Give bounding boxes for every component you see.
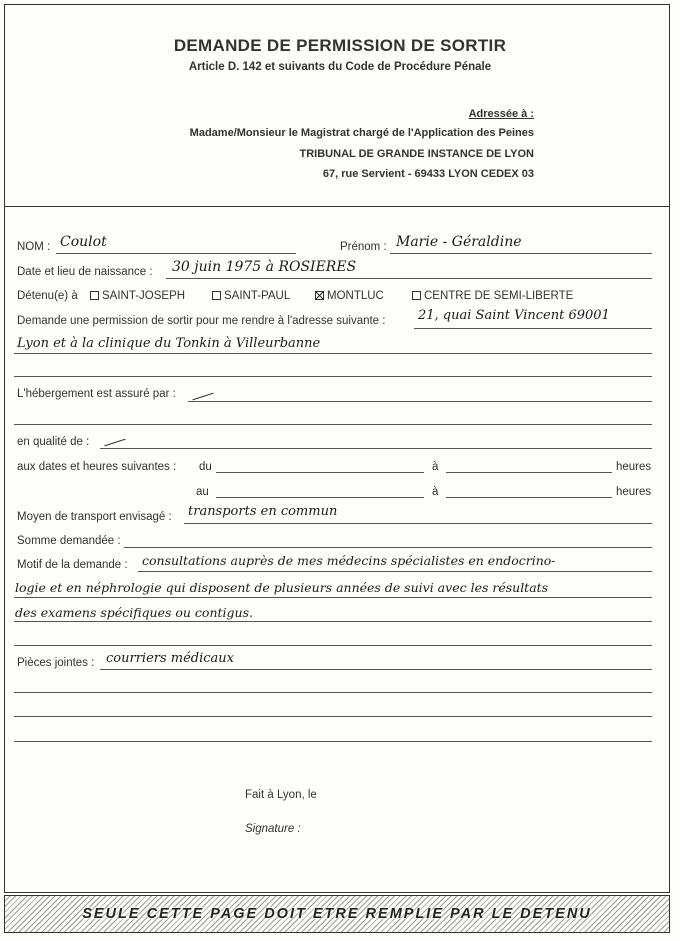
motif-label: Motif de la demande : xyxy=(17,559,128,571)
au-heures-label: heures xyxy=(616,486,652,498)
adresse-line-1 xyxy=(414,328,652,329)
page-title: DEMANDE DE PERMISSION DE SORTIR xyxy=(173,36,507,55)
au-time-line[interactable] xyxy=(446,497,612,498)
checkbox-saint-joseph[interactable] xyxy=(90,291,99,300)
checkbox-semi-liberte[interactable] xyxy=(412,291,421,300)
prenom-label: Prénom : xyxy=(340,241,387,253)
motif-line-3 xyxy=(14,621,652,622)
motif-value-2[interactable]: logie et en néphrologie qui disposent de plusieurs années de suivi avec les résultats xyxy=(15,580,549,595)
hebergement-line-1 xyxy=(188,401,652,402)
du-date-line[interactable] xyxy=(216,472,424,473)
option-saint-joseph[interactable] xyxy=(86,290,185,302)
option-saint-paul[interactable] xyxy=(208,290,290,302)
pieces-label: Pièces jointes : xyxy=(17,657,95,669)
hebergement-line-2 xyxy=(14,424,652,425)
transport-line xyxy=(184,523,652,524)
adresse-value-2[interactable]: Lyon et à la clinique du Tonkin à Villeurbanne xyxy=(17,336,321,351)
adresse-label: Demande une permission de sortir pour me rendre à l'adresse suivante : xyxy=(17,315,386,327)
header-divider xyxy=(4,206,670,207)
option-montluc[interactable] xyxy=(311,290,384,302)
du-a-label: à xyxy=(432,461,439,473)
pieces-line-1 xyxy=(100,669,652,670)
adresse-value-1[interactable]: 21, quai Saint Vincent 69001 xyxy=(418,308,610,323)
option-saint-joseph-label: SAINT-JOSEPH xyxy=(102,290,186,302)
hebergement-label: L'hébergement est assuré par : xyxy=(17,388,176,400)
du-time-line[interactable] xyxy=(446,472,612,473)
addressee-line-2: TRIBUNAL DE GRANDE INSTANCE DE LYON xyxy=(299,148,534,160)
signature-label: Signature : xyxy=(245,823,301,835)
naissance-label: Date et lieu de naissance : xyxy=(17,266,153,278)
addressee-line-1: Madame/Monsieur le Magistrat chargé de l'Application des Peines xyxy=(189,127,534,139)
au-date-line[interactable] xyxy=(216,497,424,498)
somme-label: Somme demandée : xyxy=(17,535,121,547)
dates-label: aux dates et heures suivantes : xyxy=(17,461,177,473)
option-semi-liberte[interactable] xyxy=(408,290,573,302)
pieces-line-3 xyxy=(14,716,652,717)
du-heures-label: heures xyxy=(616,461,652,473)
footer-notice: SEULE CETTE PAGE DOIT ETRE REMPLIE PAR LE DETENU xyxy=(82,906,592,922)
adresse-line-3 xyxy=(14,376,652,377)
option-montluc-label: MONTLUC xyxy=(327,290,384,302)
motif-line-2 xyxy=(14,597,652,598)
option-semi-liberte-label: CENTRE DE SEMI-LIBERTE xyxy=(424,290,574,302)
page-subtitle: Article D. 142 et suivants du Code de Procédure Pénale xyxy=(188,61,492,73)
nom-value[interactable]: Coulot xyxy=(60,234,107,250)
addressee-line-3: 67, rue Servient - 69433 LYON CEDEX 03 xyxy=(322,168,534,180)
motif-value-1[interactable]: consultations auprès de mes médecins spécialistes en endocrino- xyxy=(142,553,556,568)
qualite-line xyxy=(100,448,652,449)
prenom-value[interactable]: Marie - Géraldine xyxy=(396,234,522,250)
option-saint-paul-label: SAINT-PAUL xyxy=(224,290,291,302)
au-label: au xyxy=(196,486,209,498)
nom-label: NOM : xyxy=(17,241,51,253)
transport-value[interactable]: transports en commun xyxy=(188,504,338,519)
motif-line-1 xyxy=(138,571,652,572)
transport-label: Moyen de transport envisagé : xyxy=(17,511,172,523)
detenu-label: Détenu(e) à xyxy=(17,290,78,302)
motif-value-3[interactable]: des examens spécifiques ou contigus. xyxy=(15,605,253,620)
somme-line[interactable] xyxy=(124,547,652,548)
qualite-label: en qualité de : xyxy=(17,436,90,448)
fait-label: Fait à Lyon, le xyxy=(245,789,317,801)
pieces-line-4 xyxy=(14,741,652,742)
adresse-line-2 xyxy=(14,353,652,354)
addressee-label: Adressée à : xyxy=(468,108,534,120)
checkbox-montluc[interactable] xyxy=(315,291,324,300)
checkbox-saint-paul[interactable] xyxy=(212,291,221,300)
au-a-label: à xyxy=(432,486,439,498)
naissance-line xyxy=(166,278,652,279)
naissance-value[interactable]: 30 juin 1975 à ROSIERES xyxy=(172,259,357,275)
pieces-value[interactable]: courriers médicaux xyxy=(106,651,235,666)
motif-line-4 xyxy=(14,645,652,646)
footer-banner xyxy=(4,895,670,933)
du-label: du xyxy=(199,461,212,473)
prenom-line xyxy=(390,253,652,254)
pieces-line-2 xyxy=(14,692,652,693)
nom-line xyxy=(56,253,296,254)
